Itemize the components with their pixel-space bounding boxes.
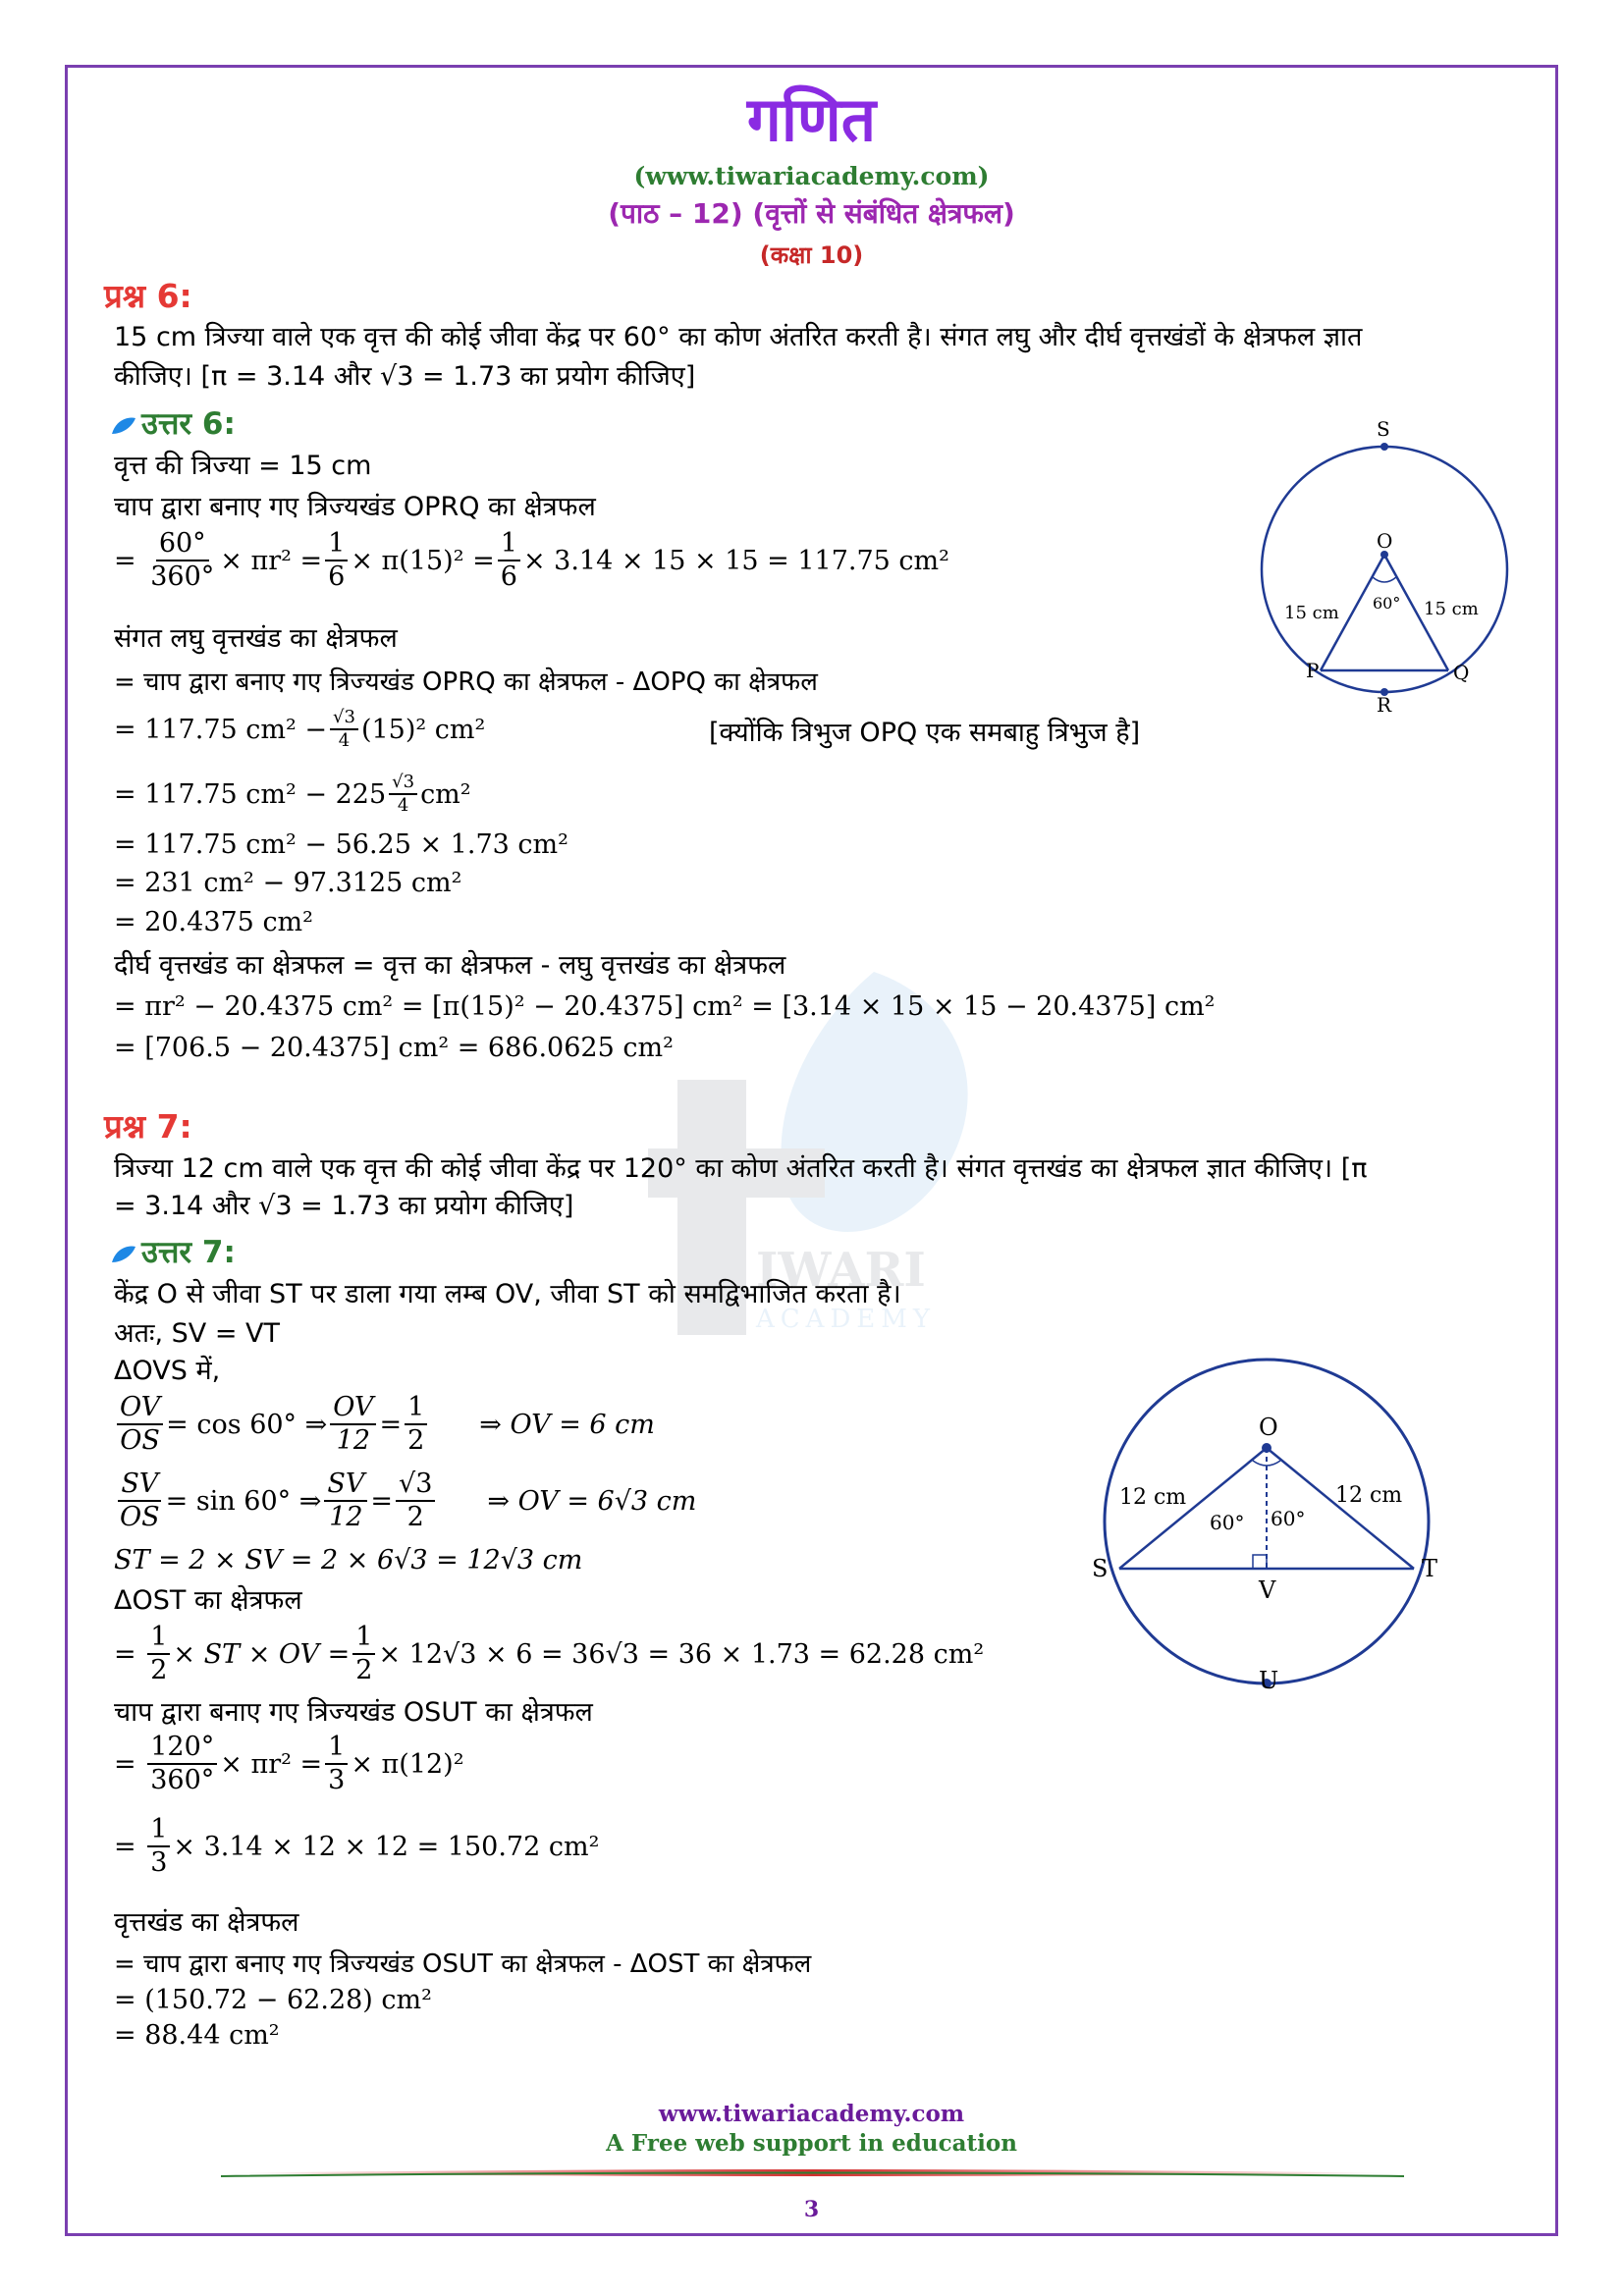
q6-minor-segment-formula: = चाप द्वारा बनाए गए त्रिज्यखंड OPRQ का क्षेत्रफल - ΔOPQ का क्षेत्रफल: [114, 667, 818, 697]
fig7-label-U: U: [1259, 1667, 1279, 1694]
answer-7-heading: [110, 1231, 236, 1272]
q7-circle-figure: [1080, 1355, 1473, 1698]
q7-step9: = (150.72 − 62.28) cm²: [114, 1985, 432, 2015]
answer-7-label: उत्तर 7:: [141, 1235, 236, 1270]
class-label: (कक्षा 10): [759, 241, 864, 269]
q6-equilateral-note: [क्योंकि त्रिभुज OPQ एक समबाहु त्रिभुज है]: [709, 718, 1141, 748]
footer-divider: [221, 2165, 1404, 2179]
fig7-label-T: T: [1422, 1555, 1438, 1582]
fraction: $\frac{OV}{12}$: [330, 1392, 376, 1457]
q6-text-line1: 15 cm त्रिज्या वाले एक वृत्त की कोई जीवा केंद्र पर 60° का कोण अंतरित करती है। संगत लघु और दीर्घ वृत्तखंडों के क्षेत्रफल ज्ञात: [114, 322, 1363, 352]
q6-step-sector-label: चाप द्वारा बनाए गए त्रिज्यखंड OPRQ का क्षेत्रफल: [114, 492, 596, 522]
fig-label-angle: 60°: [1373, 594, 1401, 613]
q6-major-segment-label: दीर्घ वृत्तखंड का क्षेत्रफल = वृत्त का क्षेत्रफल - लघु वृत्तखंड का क्षेत्रफल: [114, 950, 786, 981]
q6-step7: = 117.75 cm² − 56.25 × 1.73 cm²: [114, 829, 568, 860]
q7-sector-label: चाप द्वारा बनाए गए त्रिज्यखंड OSUT का क्षेत्रफल: [114, 1697, 593, 1728]
question-7-heading: प्रश्न 7:: [104, 1107, 192, 1146]
fraction: $\frac{60^\circ}{360^\circ}$: [150, 528, 215, 592]
q7-cos-row: $\frac{OV}{OS}$ = cos 60° ⇒ $\frac{OV}{12}$ = $\frac{1}{2}$ ⇒ OV = 6 cm: [114, 1392, 655, 1457]
q7-text-line2: = 3.14 और √3 = 1.73 का प्रयोग कीजिए]: [114, 1191, 574, 1221]
q7-triangle-area-label: ΔOST का क्षेत्रफल: [114, 1585, 302, 1616]
footer-site-link[interactable]: www.tiwariacademy.com: [658, 2101, 965, 2127]
fig-label-S: S: [1377, 417, 1390, 441]
fraction: $\frac{1}{3}$: [147, 1814, 170, 1879]
fig7-label-S: S: [1092, 1555, 1109, 1582]
fig-label-left-radius: 15 cm: [1284, 603, 1339, 623]
fig7-label-V: V: [1259, 1576, 1276, 1604]
q7-sin-row: $\frac{SV}{OS}$ = sin 60° ⇒ $\frac{SV}{12}$ = $\frac{√3}{2}$ ⇒ OV = 6√3 cm: [114, 1468, 696, 1533]
q7-text-line1: त्रिज्या 12 cm वाले एक वृत्त की कोई जीवा केंद्र पर 120° का कोण अंतरित करती है। संगत वृत्तखंड का क्षेत्रफल ज्ञात कीजिए। [π: [114, 1153, 1368, 1184]
q6-step9: = 20.4375 cm²: [114, 907, 313, 937]
q7-sector-formula: = $\frac{120^\circ}{360^\circ}$ × πr² = $\frac{1}{3}$ × π(12)²: [114, 1732, 464, 1795]
q6-step-radius: वृत्त की त्रिज्या = 15 cm: [114, 451, 372, 481]
fraction: $\frac{SV}{OS}$: [120, 1468, 160, 1532]
q7-triangle-area-formula: = $\frac{1}{2}$ × ST × OV = $\frac{1}{2}$ × 12√3 × 6 = 36√3 = 36 × 1.73 = 62.28 cm²: [114, 1622, 985, 1685]
q7-segment-formula: = चाप द्वारा बनाए गए त्रिज्यखंड OSUT का क्षेत्रफल - ΔOST का क्षेत्रफल: [114, 1949, 812, 1979]
page-number: 3: [803, 2197, 820, 2222]
fraction: $\frac{1}{2}$: [352, 1622, 375, 1686]
q6-step6: = 117.75 cm² − 225 $\frac{√3}{4}$ cm²: [114, 772, 471, 816]
fig-label-O: O: [1377, 529, 1393, 553]
q7-segment-label: वृत्तखंड का क्षेत्रफल: [114, 1907, 299, 1938]
q6-minor-segment-label: संगत लघु वृत्तखंड का क्षेत्रफल: [114, 623, 398, 654]
header-site: (www.tiwariacademy.com): [633, 162, 990, 190]
fraction: $\frac{1}{6}$: [498, 528, 520, 593]
q6-step5: = 117.75 cm² − $\frac{√3}{4}$ (15)² cm²: [114, 707, 486, 751]
fig-label-right-radius: 15 cm: [1424, 599, 1479, 619]
fig7-label-O: O: [1259, 1414, 1278, 1441]
fraction: $\frac{SV}{12}$: [324, 1468, 367, 1533]
q6-circle-figure: [1247, 412, 1522, 726]
chapter-label: (पाठ – 12) (वृत्तों से संबंधित क्षेत्रफल): [608, 197, 1015, 230]
q7-step10: = 88.44 cm²: [114, 2020, 280, 2051]
fig7-label-angle2: 60°: [1271, 1507, 1306, 1530]
answer-6-heading: [110, 402, 236, 444]
fraction: $\frac{√3}{4}$: [389, 772, 417, 817]
fraction: $\frac{OV}{OS}$: [117, 1392, 163, 1457]
q7-step1: केंद्र O से जीवा ST पर डाला गया लम्ब OV, जीवा ST को समद्विभाजित करता है।: [114, 1279, 901, 1309]
leaf-icon: [110, 416, 137, 436]
fig7-label-left-radius: 12 cm: [1119, 1485, 1187, 1510]
q7-step3: ΔOVS में,: [114, 1356, 221, 1386]
q6-sector-formula: = $\frac{60^\circ}{360^\circ}$ × πr² = $\frac{1}{6}$ × π(15)² = $\frac{1}{6}$ × 3.14 × 15 × 15 = 117.75 cm²: [114, 528, 949, 592]
fraction: $\frac{120^\circ}{360^\circ}$: [147, 1732, 217, 1796]
fraction: $\frac{1}{3}$: [325, 1732, 348, 1796]
fig-label-R: R: [1377, 693, 1392, 717]
fig7-label-right-radius: 12 cm: [1335, 1483, 1403, 1508]
q6-text-line2: कीजिए। [π = 3.14 और √3 = 1.73 का प्रयोग कीजिए]: [114, 361, 696, 392]
fig-label-Q: Q: [1453, 661, 1470, 684]
fraction: $\frac{√3}{4}$: [330, 707, 358, 752]
q7-step4: ST = 2 × SV = 2 × 6√3 = 12√3 cm: [114, 1545, 583, 1575]
q7-step2: अतः, SV = VT: [114, 1318, 280, 1349]
answer-6-label: उत्तर 6:: [141, 406, 236, 442]
q6-step8: = 231 cm² − 97.3125 cm²: [114, 868, 462, 898]
footer-tagline: A Free web support in education: [606, 2130, 1017, 2157]
q6-step11: = πr² − 20.4375 cm² = [π(15)² − 20.4375] cm² = [3.14 × 15 × 15 − 20.4375] cm²: [114, 991, 1216, 1022]
fraction: $\frac{1}{2}$: [147, 1622, 170, 1686]
page-title: गणित: [746, 83, 877, 155]
leaf-icon: [110, 1245, 137, 1264]
fraction: $\frac{1}{2}$: [405, 1392, 427, 1457]
fig-label-P: P: [1306, 659, 1320, 682]
svg-text:IWARI: IWARI: [756, 1243, 926, 1298]
q6-step12: = [706.5 − 20.4375] cm² = 686.0625 cm²: [114, 1033, 674, 1063]
fig7-label-angle1: 60°: [1210, 1511, 1245, 1534]
fraction: $\frac{1}{6}$: [325, 528, 348, 593]
q7-sector-result: = $\frac{1}{3}$ × 3.14 × 12 × 12 = 150.72 cm²: [114, 1814, 600, 1878]
svg-text:ACADEMY: ACADEMY: [756, 1305, 937, 1334]
question-6-heading: प्रश्न 6:: [104, 277, 192, 315]
fraction: $\frac{√3}{2}$: [396, 1468, 435, 1533]
